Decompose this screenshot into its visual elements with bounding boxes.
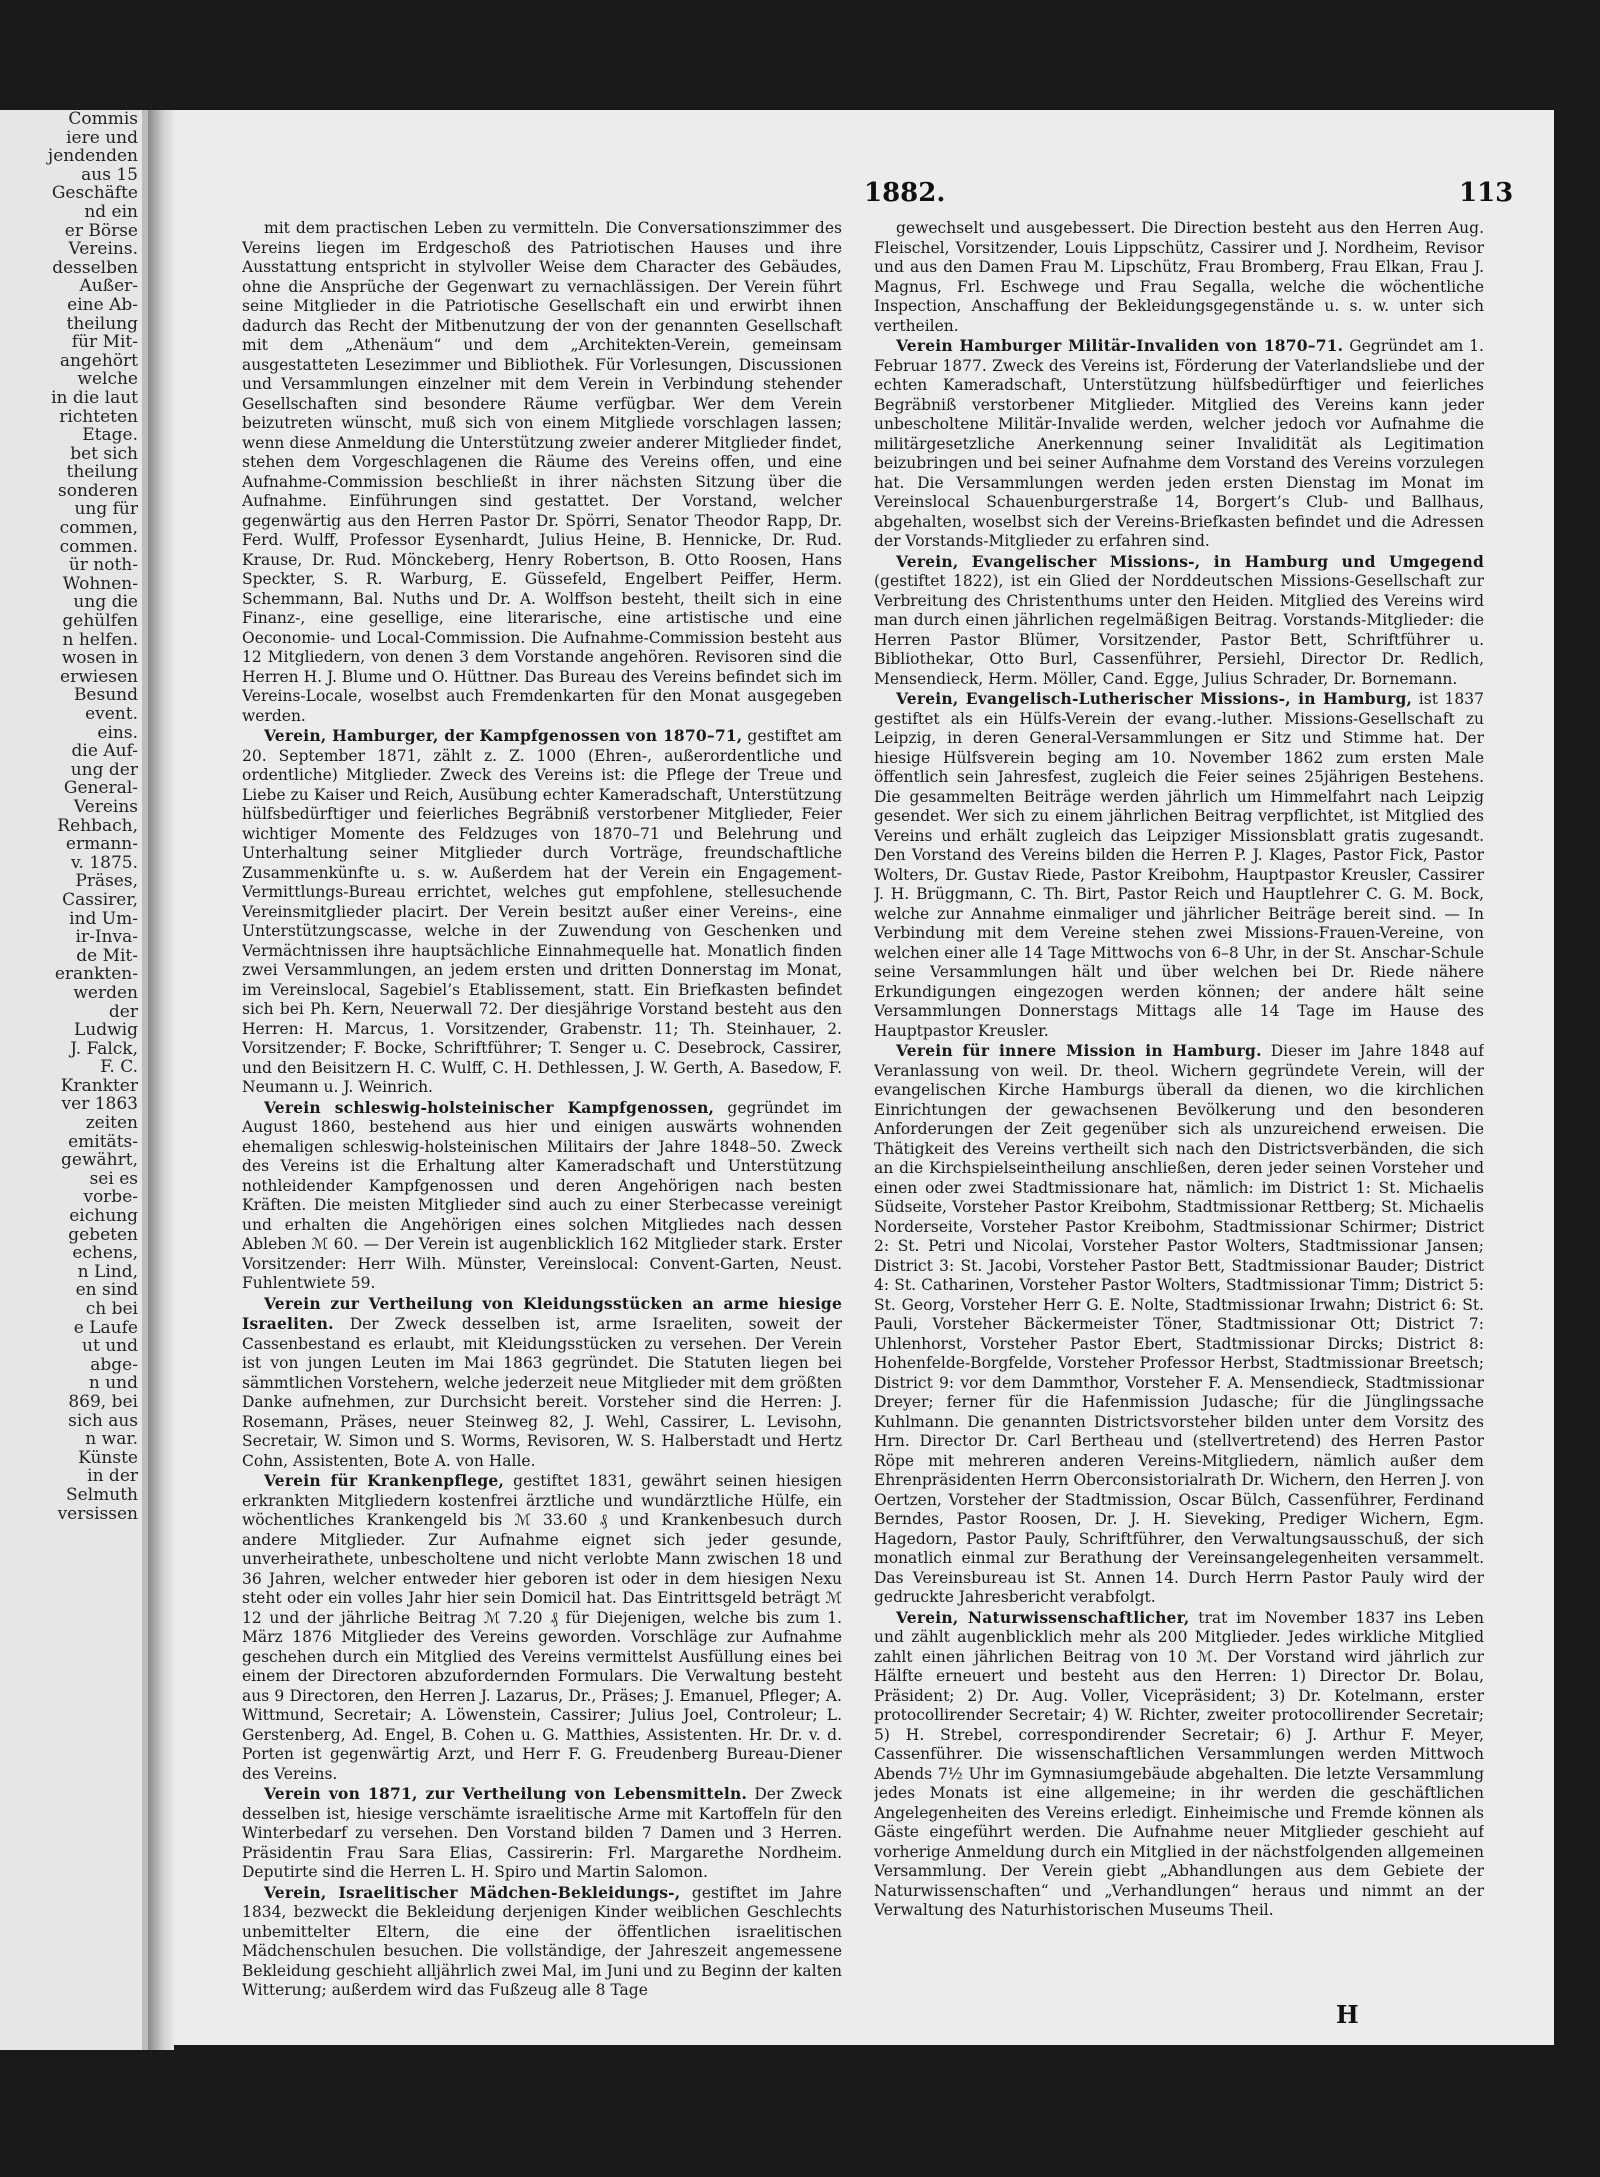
left-page-fragment: ür noth-	[68, 555, 138, 576]
entry-heading: Verein zur Vertheilung von Kleidungsstücken an arme hiesige Israeliten.	[242, 1293, 842, 1333]
left-page-fragment: aus 15	[81, 164, 138, 185]
left-page-fragment: Vereins.	[68, 239, 138, 260]
left-page-fragment: Präses,	[75, 871, 138, 892]
left-page-fragment: n Lind,	[77, 1261, 138, 1282]
left-page-fragment: erankten-	[54, 964, 138, 985]
left-page-fragment: Besund	[73, 685, 138, 706]
left-page-fragment: ung für	[74, 499, 138, 520]
left-page-fragment: die Auf-	[71, 741, 138, 762]
left-page-fragment: versissen	[57, 1503, 138, 1524]
left-page-fragment: desselben	[52, 257, 138, 278]
left-page-fragment: gebeten	[68, 1224, 138, 1245]
entry-paragraph: Verein schleswig-holsteinischer Kampfgenossen, gegründet im August 1860, bestehend aus hier und einigen auswärts wohnenden ehemaligen schleswig-holsteinischen Militairs der Jahre 1848–50. Zweck des Vereins ist die Erhaltung alter Kameradschaft und Unterstützung nothleidender Kampfgenossen und deren Angehörigen nach besten Kräften. Die meisten Mitglieder sind auch zu einer Sterbecasse vereinigt und erhalten die Angehörigen eines solchen Mitgliedes nach dessen Ableben ℳ 60. — Der Verein ist augenblicklich 162 Mitglieder stark. Erster Vorsitzender: Herr Wilh. Münster, Vereinslocal: Convent-Garten, Neust. Fuhlentwiete 59.	[242, 1097, 842, 1292]
left-page-fragment: event.	[85, 704, 138, 724]
left-page-fragment: gehülfen	[62, 611, 138, 632]
entry-paragraph: Verein, Evangelisch-Lutherischer Missions-, in Hamburg, ist 1837 gestiftet als ein Hülfs-Verein der evang.-luther. Missions-Gesellschaft zu Leipzig, in deren General-Versammlungen er Sitz und Stimme hat. Der hiesige Hülfsverein beging am 10. November 1862 zum ersten Male öffentlich sein Jahresfest, zugleich die Feier seines 25jährigen Bestehens. Die gesammelten Beiträge werden jährlich um Himmelfahrt nach Leipzig gesendet. Wer sich zu einem jährlichen Beitrag verpflichtet, ist Mitglied des Vereins und erhält zugleich das Leipziger Missionsblatt gratis zugesandt. Den Vorstand des Vereins bilden die Herren P. J. Klages, Pastor Fick, Pastor Wolters, Dr. Gustav Riede, Pastor Kreibohm, Hauptpastor Kreusler, Cassirer J. H. Brüggmann, C. Th. Birt, Pastor Reich und Hauptlehrer C. G. M. Bock, welche zur Annahme einmaliger und jährlicher Beiträge bereit sind. — In Verbindung mit dem Vereine stehen zwei Missions-Frauen-Vereine, von welchen einer alle 14 Tage Mittwochs von 6–8 Uhr, in der St. Anschar-Schule seine Versammlungen hält und über welchen bei Dr. Riede nähere Erkundigungen eingezogen werden können; der andere hält seine Versammlungen Donnerstags Mittags alle 14 Tage im Hause des Hauptpastor Kreusler.	[874, 689, 1484, 1040]
left-page-fragment: angehört	[59, 350, 138, 371]
column-right	[874, 218, 1484, 2018]
left-page-fragment: eichung	[69, 1206, 138, 1227]
left-page-fragment: er Börse	[64, 220, 138, 241]
left-page-fragment: ind Um-	[69, 908, 138, 929]
left-page-fragment: n war.	[85, 1429, 138, 1450]
left-page-fragment: welche	[77, 369, 138, 390]
entry-heading: Verein, Evangelischer Missions-, in Hamburg und Umgegend	[896, 551, 1484, 571]
running-head	[174, 178, 1554, 214]
left-page-fragment: emitäts-	[68, 1131, 138, 1152]
left-page-fragment: wosen in	[61, 648, 138, 669]
entry-heading: Verein, Evangelisch-Lutherischer Missions-, in Hamburg,	[896, 689, 1413, 708]
left-page-fragment: commen,	[59, 518, 138, 539]
page-year: 1882.	[864, 178, 946, 208]
left-page-fragment: Wohnen-	[62, 573, 138, 594]
entry-paragraph: Verein zur Vertheilung von Kleidungsstücken an arme hiesige Israeliten. Der Zweck desselben ist, arme Israeliten, soweit der Cassenbestand es erlaubt, mit Kleidungsstücken zu versehen. Der Verein ist von jungen Leuten im Mai 1863 gegründet. Die Statuten liegen bei sämmtlichen Vorstehern, welche jederzeit neue Mitglieder mit dem größten Danke aufnehmen, zur Durchsicht bereit. Vorsteher sind die Herren: J. Rosemann, Präses, neuer Steinweg 82, J. Wehl, Cassirer, L. Levisohn, Secretair, W. Simon und S. Worms, Revisoren, W. S. Halberstadt und Hertz Cohn, Assistenten, Bote A. von Halle.	[242, 1293, 842, 1470]
left-page-fragment: Künste	[78, 1447, 138, 1468]
left-page-fragment: ermann-	[65, 834, 138, 855]
left-page-fragment: gewährt,	[61, 1150, 138, 1171]
entry-paragraph: Verein, Evangelischer Missions-, in Hamburg und Umgegend (gestiftet 1822), ist ein Glied der Norddeutschen Missions-Gesellschaft zur Verbreitung des Christenthums unter den Heiden. Mitglied des Vereins wird man durch einen jährlichen regelmäßigen Beitrag. Vorstands-Mitglieder: die Herren Pastor Blümer, Vorsitzender, Pastor Bett, Schriftführer u. Bibliothekar, Otto Burl, Cassenführer, Persiehl, Director Dr. Redlich, Mensendieck, Herm. Möller, Cand. Egge, Julius Schrader, Dr. Bornemann.	[874, 551, 1484, 688]
entry-heading: Verein, Naturwissenschaftlicher,	[896, 1607, 1190, 1627]
column-left	[242, 218, 842, 2018]
book-page	[174, 110, 1554, 2045]
entry-heading: Verein, Israelitischer Mädchen-Bekleidungs-,	[264, 1882, 681, 1902]
left-page-fragment: bet sich	[70, 443, 138, 464]
left-page-fragments	[0, 110, 142, 1523]
entry-heading: Verein für innere Mission in Hamburg.	[896, 1041, 1262, 1060]
left-page-fragment: Ludwig	[74, 1020, 138, 1041]
entry-paragraph: Verein für Krankenpflege, gestiftet 1831, gewährt seinen hiesigen erkrankten Mitgliedern kostenfrei ärztliche und wundärztliche Hülfe, ein wöchentliches Krankengeld bis ℳ 33.60 ₰ und Krankenbesuch durch andere Mitglieder. Zur Aufnahme eignet sich jeder gesunde, unverheirathete, unbescholtene und nicht verlobte Mann zwischen 18 und 36 Jahren, welcher entweder hier geboren ist oder in dem hiesigen Nexu steht oder ein volles Jahr hier sein Domicil hat. Das Eintrittsgeld beträgt ℳ 12 und der jährliche Beitrag ℳ 7.20 ₰ für Diejenigen, welche bis zum 1. März 1876 Mitglieder des Vereins geworden. Vorschläge zur Aufnahme geschehen durch ein Mitglied des Vereins vermittelst Ausfüllung eines bei einem der Directoren abzufordernden Formulars. Die Verwaltung besteht aus 9 Directoren, den Herren J. Lazarus, Dr., Präses; J. Emanuel, Pfleger; A. Wittmund, Secretair; A. Löwenstein, Cassirer; Julius Joel, Controleur; L. Gerstenberg, Ad. Engel, B. Cohen u. G. Matthies, Assistenten. Hr. Dr. v. d. Porten ist gegenwärtig Arzt, und Herr F. G. Freudenberg Bureau-Diener des Vereins.	[242, 1471, 842, 1783]
left-page-fragment: n helfen.	[62, 629, 138, 650]
left-page-fragment: Vereins	[73, 796, 138, 817]
left-page-fragment: Außer-	[79, 276, 138, 297]
entry-paragraph: Verein Hamburger Militär-Invaliden von 1870–71. Gegründet am 1. Februar 1877. Zweck des Vereins ist, Förderung der Vaterlandsliebe und der echten Kameradschaft, Unterstützung hülfsbedürftiger und feierliches Begräbniß verstorbener Mitglieder. Mitglied des Vereins kann jeder unbescholtene Militär-Invalide werden, welcher jedoch vor Aufnahme die militärgesetzliche Anerkennung seiner Invalidität als Legitimation beizubringen und bei seiner Aufnahme dem Vorstand des Vereins vorzulegen hat. Die Versammlungen werden jeden ersten Dienstag im Monat im Vereinslocal Schauenburgerstraße 14, Borgert’s Club- und Ballhaus, abgehalten, woselbst sich der Vereins-Briefkasten befindet und die Adressen der Vorstands-Mitglieder zu erfahren sind.	[874, 336, 1484, 550]
entry-heading: Verein schleswig-holsteinischer Kampfgenossen,	[264, 1097, 715, 1117]
left-page-fragment: ut und	[82, 1336, 138, 1357]
left-page-fragment: iere und	[66, 127, 138, 148]
entry-paragraph: Verein, Hamburger, der Kampfgenossen von 1870–71, gestiftet am 20. September 1871, zählt z. Z. 1000 (Ehren-, außerordentliche und ordentliche) Mitglieder. Zweck des Vereins ist: die Pflege der Treue und Liebe zu Kaiser und Reich, Ausübung echter Kameradschaft, Unterstützung hülfsbedürftiger und feierliches Begräbniß verstorbener Mitglieder, Feier wichtiger Momente des Feldzuges von 1870–71 und Belehrung und Unterhaltung seiner Mitglieder durch Vorträge, freundschaftliche Zusammenkünfte u. s. w. Außerdem hat der Verein ein Engagement-Vermittlungs-Bureau errichtet, welches gut empfohlene, stellesuchende Vereinsmitglieder placirt. Der Verein besitzt außer einer Vereins-, eine Unterstützungscasse, welche in der Zuwendung von Geschenken und Vermächtnissen ihre hauptsächliche Einnahmequelle hat. Monatlich finden zwei Versammlungen, an jedem ersten und dritten Donnerstag im Monat, im Vereinslocal, Sagebiel’s Etablissement, statt. Ein Briefkasten befindet sich bei Ph. Kern, Neuerwall 72. Der diesjährige Vorstand besteht aus den Herren: H. Marcus, 1. Vorsitzender, Grabenstr. 11; Th. Steinhauer, 2. Vorsitzender; F. Bocke, Schriftführer; T. Senger u. C. Desebrock, Cassirer, und den Beisitzern H. C. Wulff, C. H. Dethlessen, J. W. Gerth, A. Basedow, F. Neumann u. J. Weinrich.	[242, 726, 842, 1096]
left-page-fragment: ung der	[70, 759, 138, 780]
entry-heading: Verein Hamburger Militär-Invaliden von 1870–71.	[896, 336, 1344, 355]
left-page-fragment: sei es	[89, 1168, 138, 1189]
left-page-fragment: J. Falck,	[70, 1038, 138, 1059]
left-page-fragment: v. 1875.	[70, 852, 138, 873]
signature-mark: H	[1336, 2000, 1359, 2029]
page-number: 113	[1459, 178, 1514, 208]
left-page-fragment: echens,	[72, 1243, 138, 1264]
book-gutter	[148, 110, 174, 2050]
left-page-fragment: 869, bei	[68, 1391, 138, 1412]
left-page-fragment: in die laut	[51, 387, 138, 408]
left-page-fragment: Selmuth	[66, 1484, 138, 1505]
left-page-fragment: Etage.	[82, 425, 138, 446]
left-page-fragment: richteten	[59, 406, 138, 427]
left-page-fragment: jendenden	[47, 146, 138, 167]
entry-heading: Verein für Krankenpflege,	[264, 1471, 505, 1490]
left-page-fragment: Cassirer,	[62, 889, 138, 910]
entry-paragraph: gewechselt und ausgebessert. Die Direction besteht aus den Herren Aug. Fleischel, Vorsitzender, Louis Lippschütz, Cassirer und J. Nordheim, Revisor und aus den Damen Frau M. Lipschütz, Frau Bromberg, Frau Elkan, Frau J. Magnus, Frl. Eschwege und Frau Segalla, welche die wöchentliche Inspection, Anschaffung der Bekleidungsgegenstände u. s. w. unter sich vertheilen.	[874, 219, 1484, 335]
left-page-fragment: e Laufe	[73, 1317, 138, 1338]
left-page-fragment: ung die	[73, 592, 138, 613]
entry-paragraph: Verein, Israelitischer Mädchen-Bekleidungs-, gestiftet im Jahre 1834, bezweckt die Bekleidung derjenigen Kinder weiblichen Geschlechts unbemittelter Eltern, die eine der öffentlichen israelitischen Mädchenschulen besuchen. Die vollständige, der Jahreszeit angemessene Bekleidung geschieht alljährlich zwei Mal, im Juni und zu Beginn der kalten Witterung; außerdem wird das Fußzeug alle 8 Tage	[242, 1882, 842, 1999]
left-page-fragment: vorbe-	[83, 1187, 138, 1208]
entry-paragraph: Verein, Naturwissenschaftlicher, trat im November 1837 ins Leben und zählt augenblicklich mehr als 200 Mitglieder. Jedes wirkliche Mitglied zahlt einen jährlichen Beitrag von 10 ℳ. Der Vorstand wird jährlich zur Hälfte erneuert und besteht aus den Herren: 1) Director Dr. Bolau, Präsident; 2) Dr. Aug. Voller, Vicepräsident; 3) Dr. Kotelmann, erster protocollirender Secretair; 4) W. Richter, zweiter protocollirender Secretair; 5) H. Strebel, correspondirender Secretair; 6) J. Arthur F. Meyer, Cassenführer. Die wissenschaftlichen Versammlungen werden Mittwoch Abends 7½ Uhr im Gymnasiumgebäude abgehalten. Die letzte Versammlung jedes Monats ist eine allgemeine; in ihr werden die geschäftlichen Angelegenheiten des Vereins erledigt. Einheimische und Fremde können als Gäste eingeführt werden. Die Aufnahme neuer Mitglieder geschieht auf vorherige Anmeldung durch ein Mitglied in der nächstfolgenden allgemeinen Versammlung. Der Verein giebt „Abhandlungen aus dem Gebiete der Naturwissenschaften“ und „Verhandlungen“ heraus und nimmt an der Verwaltung des Naturhistorischen Museums Theil.	[874, 1607, 1484, 1919]
left-page-edge	[0, 110, 148, 2050]
left-page-fragment: F. C.	[100, 1057, 138, 1078]
entry-heading: Verein, Hamburger, der Kampfgenossen von 1870–71,	[264, 726, 743, 745]
left-page-fragment: Geschäfte	[51, 183, 138, 204]
left-page-fragment: General-	[63, 778, 138, 799]
entry-paragraph: Verein von 1871, zur Vertheilung von Lebensmitteln. Der Zweck desselben ist, hiesige verschämte israelitische Arme mit Kartoffeln für den Winterbedarf zu versehen. Den Vorstand bilden 7 Damen und 3 Herren. Präsidentin Frau Sara Elias, Cassirerin: Frl. Margarethe Nordheim. Deputirte sind die Herren L. H. Spiro und Martin Salomon.	[242, 1784, 842, 1881]
left-page-fragment: theilung	[66, 313, 138, 334]
left-page-fragment: Krankter	[60, 1075, 138, 1096]
left-page-fragment: werden	[73, 982, 138, 1003]
left-page-fragment: für Mit-	[71, 332, 138, 353]
left-page-fragment: ir-Inva-	[75, 927, 138, 948]
left-page-fragment: de Mit-	[76, 945, 138, 966]
left-page-fragment: nd ein	[84, 201, 138, 222]
left-page-fragment: abge-	[90, 1354, 138, 1375]
left-page-fragment: commen.	[59, 536, 138, 557]
left-page-fragment: ver 1863	[61, 1094, 138, 1115]
entry-heading: Verein von 1871, zur Vertheilung von Lebensmitteln.	[264, 1784, 748, 1803]
left-page-fragment: n und	[88, 1373, 138, 1394]
left-page-fragment: eine Ab-	[67, 294, 138, 315]
left-page-fragment: in der	[87, 1466, 138, 1487]
left-page-fragment: sich aus	[68, 1410, 138, 1431]
entry-paragraph: Verein für innere Mission in Hamburg. Dieser im Jahre 1848 auf Veranlassung von weil. Dr. theol. Wichern gegründete Verein, will der evangelischen Kirche Hamburgs überall da dienen, wo die kirchlichen Einrichtungen der gewachsenen Bevölkerung und den besonderen Anforderungen der Zeit gegenüber sich als unzureichend erweisen. Die Thätigkeit des Vereins vertheilt sich nach den Districtsverbänden, die sich an die Kirchspielseintheilung anschließen, deren jeder seinen Vorsteher und einen oder zwei Stadtmissionare hat, nämlich: im District 1: St. Michaelis Südseite, Vorsteher Pastor Kreibohm, Stadtmissionar Rettberg; St. Michaelis Norderseite, Vorsteher Pastor Kreibohm, Stadtmissionar Schirmer; District 2: St. Petri und Nicolai, Vorsteher Pastor Wolters, Stadtmissionar Jansen; District 3: St. Jacobi, Vorsteher Pastor Bett, Stadtmissionar Bauder; District 4: St. Catharinen, Vorsteher Pastor Wolters, Stadtmissionar Timm; District 5: St. Georg, Vorsteher Herr G. E. Nolte, Stadtmissionar Irwahn; District 6: St. Pauli, Vorsteher Bäckermeister Töner, Stadtmissionar Ott; District 7: Uhlenhorst, Vorsteher Pastor Ebert, Stadtmissionar Dircks; District 8: Hohenfelde-Borgfelde, Vorsteher Professor Herbst, Stadtmissionar Breetsch; District 9: vor dem Dammthor, Vorsteher F. A. Mensendieck, Stadtmissionar Dreyer; ferner für die Hafenmission Judasche; für die Jünglingssache Kuhlmann. Die genannten Districtsvorsteher bilden unter dem Vorsitz des Hrn. Director Dr. Carl Bertheau und (stellvertretend) des Herren Pastor Röpe mit mehreren anderen Vereins-Mitgliedern, nämlich außer dem Ehrenpräsidenten Herrn Oberconsistorialrath Dr. Wichern, den Herren J. von Oertzen, Vorsteher der Stadtmission, Oscar Bülch, Cassenführer, Ferdinand Berndes, Pastor Roosen, Dr. J. H. Sieveking, Prediger Wichern, Egm. Hagedorn, Pastor Pauly, Schriftführer, den Verwaltungsausschuß, der sich monatlich einmal zur Berathung der Vereinsangelegenheiten versammelt. Das Vereinsbureau ist St. Annen 14. Durch Herrn Pastor Pauly wird der gedruckte Jahresbericht verabfolgt.	[874, 1041, 1484, 1606]
left-page-fragment: zeiten	[85, 1113, 138, 1134]
entry-paragraph: mit dem practischen Leben zu vermitteln. Die Conversationszimmer des Vereins liegen im Erdgeschoß des Patriotischen Hauses und ihre Ausstattung entspricht in stylvoller Weise dem Character des Gebäudes, ohne die Ansprüche der Gegenwart zu vernachlässigen. Der Verein führt seine Mitglieder in die Patriotische Gesellschaft ein und erwirbt ihnen dadurch das Recht der Mitbenutzung der von der genannten Gesellschaft mit dem „Athenäum“ und dem „Architekten-Verein, gemeinsam ausgestatteten Lesezimmer und Bibliothek. Für Vorlesungen, Discussionen und Versammlungen einzelner mit dem Verein in Verbindung stehender Gesellschaften sind besondere Räume verfügbar. Wer dem Verein beizutreten wünscht, muß sich von einem Mitgliede vorschlagen lassen; wenn diese Anmeldung die Unterstützung zweier anderer Mitglieder findet, stehen dem Vorgeschlagenen die Räume des Vereins offen, und eine Aufnahme-Commission beschließt in ihrer nächsten Sitzung über die Aufnahme. Einführungen sind gestattet. Der Vorstand, welcher gegenwärtig aus den Herren Pastor Dr. Spörri, Senator Theodor Rapp, Dr. Ferd. Wulff, Professor Eysenhardt, Julius Heine, B. Hennicke, Dr. Rud. Krause, Dr. Rud. Mönckeberg, Henry Robertson, B. Otto Roosen, Hans Speckter, S. R. Warburg, E. Güssefeld, Engelbert Peiffer, Herm. Schemmann, Bal. Nuths und Dr. A. Wolffson besteht, theilt sich in eine Finanz-, eine gesellige, eine literarische, eine artistische und eine Oeconomie- und Local-Commission. Die Aufnahme-Commission besteht aus 12 Mitgliedern, von denen 3 dem Vorstande angehören. Revisoren sind die Herren H. J. Blume und O. Hüttner. Das Bureau des Vereins befindet sich im Vereins-Locale, woselbst auch Fremdenkarten für den Monat ausgegeben werden.	[242, 219, 842, 725]
left-page-fragment: erwiesen	[60, 666, 138, 687]
left-page-fragment: ch bei	[85, 1299, 138, 1319]
left-page-fragment: theilung	[66, 462, 138, 483]
left-page-fragment: Rehbach,	[57, 815, 138, 836]
left-page-fragment: sonderen	[58, 480, 138, 501]
left-page-fragment: Commis	[68, 110, 138, 129]
left-page-fragment: der	[108, 1001, 138, 1022]
left-page-fragment: en sind	[75, 1280, 138, 1301]
left-page-fragment: eins.	[97, 722, 138, 743]
